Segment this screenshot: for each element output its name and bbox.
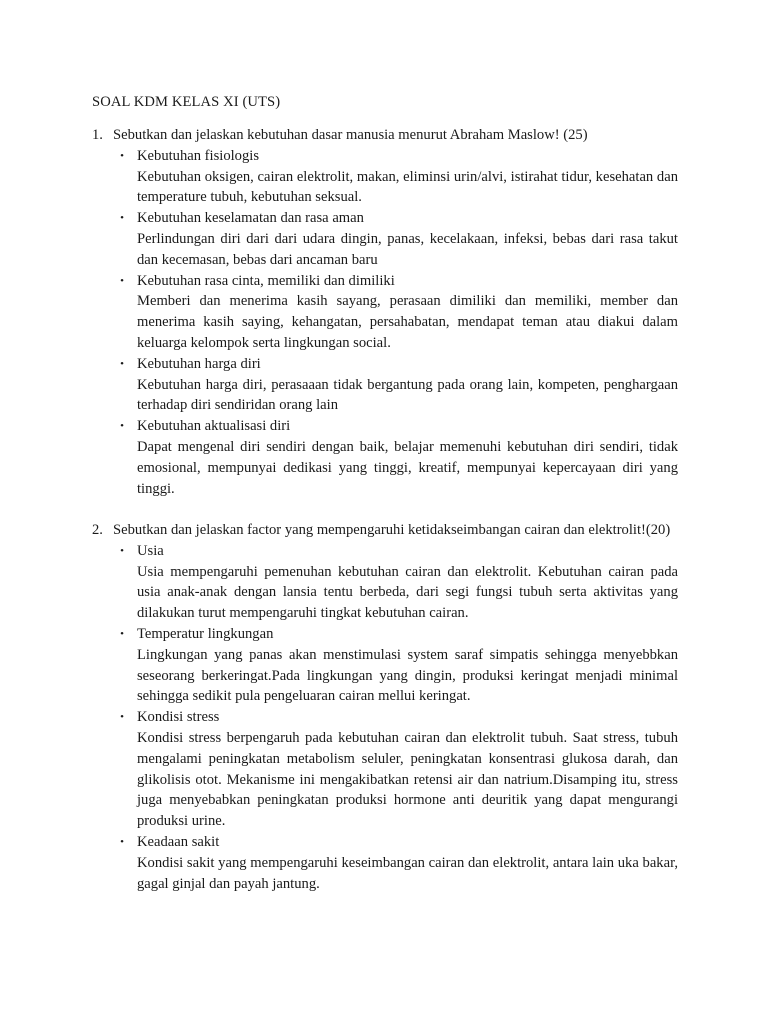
item-description: Perlindungan diri dari dari udara dingin, panas, kecelakaan, infeksi, bebas dari rasa takut dan kecemasan, bebas dari ancaman baru <box>137 230 678 268</box>
list-item <box>92 832 678 894</box>
list-item <box>92 416 678 499</box>
list-item <box>92 707 678 832</box>
item-label: Temperatur lingkungan <box>137 625 274 642</box>
item-description: Dapat mengenal diri sendiri dengan baik, belajar memenuhi kebutuhan diri sendiri, tidak emosional, mempunyai dedikasi yang tinggi, kreatif, mempunyai kepercayaan diri yang tinggi. <box>137 438 678 497</box>
item-label: Kebutuhan aktualisasi diri <box>137 418 291 435</box>
item-description: Lingkungan yang panas akan menstimulasi system saraf simpatis sehingga menyebbkan seseorang berkeringat.Pada lingkungan yang dingin, produksi keringat menjadi minimal sehingga sedikit pula pengeluaran cairan mellui keringat. <box>137 646 678 705</box>
item-description: Usia mempengaruhi pemenuhan kebutuhan cairan dan elektrolit. Kebutuhan cairan pada usia anak-anak dengan lansia tentu berbeda, dari segi fungsi tubuh serta aktivitas yang dilakukan turut mempengaruhi tingkat kebutuhan cairan. <box>137 563 678 622</box>
item-label: Kebutuhan harga diri <box>137 355 261 372</box>
list-item <box>92 624 678 707</box>
item-description: Kebutuhan oksigen, cairan elektrolit, makan, eliminsi urin/alvi, istirahat tidur, kesehatan dan temperature tubuh, kebutuhan seksual. <box>137 168 678 206</box>
item-label: Kebutuhan rasa cinta, memiliki dan dimiliki <box>137 272 395 289</box>
item-description: Memberi dan menerima kasih sayang, perasaan dimiliki dan memiliki, member dan menerima kasih saying, kehangatan, persahabatan, mendapat teman atau diakui dalam keluarga kelompok serta lingkungan social. <box>137 293 678 351</box>
question-number: 2. <box>92 522 103 538</box>
bullet-icon: • <box>120 212 124 225</box>
list-item <box>92 354 678 416</box>
item-description: Kondisi stress berpengaruh pada kebutuhan cairan dan elektrolit tubuh. Saat stress, tubuh mengalami peningkatan metabolism seluler, peningkatan konsentrasi glukosa darah, dan glikolisis otot. Mekanisme ini mengakibatkan retensi air dan natrium.Disamping itu, stress juga menyebabkan peningkatan produksi hormone anti deuritik yang dapat mengurangi produksi urine. <box>137 729 678 830</box>
item-label: Keadaan sakit <box>137 833 220 850</box>
list-item <box>92 208 678 270</box>
bullet-icon: • <box>120 357 124 370</box>
bullet-icon: • <box>120 835 124 848</box>
bullet-icon: • <box>120 274 124 287</box>
item-label: Kebutuhan keselamatan dan rasa aman <box>137 210 364 227</box>
bullet-icon: • <box>120 544 124 557</box>
item-description: Kebutuhan harga diri, perasaaan tidak bergantung pada orang lain, kompeten, penghargaan terhadap diri sendiridan orang lain <box>137 376 678 414</box>
question-number: 1. <box>92 127 103 143</box>
item-label: Kondisi stress <box>137 709 220 726</box>
list-item <box>92 271 678 354</box>
question-text: Sebutkan dan jelaskan factor yang mempengaruhi ketidakseimbangan cairan dan elektrolit!(20) <box>113 522 671 538</box>
list-item <box>92 541 678 624</box>
item-label: Kebutuhan fisiologis <box>137 147 260 164</box>
question-text: Sebutkan dan jelaskan kebutuhan dasar manusia menurut Abraham Maslow! (25) <box>113 127 588 143</box>
list-item <box>92 146 678 208</box>
item-label: Usia <box>137 542 164 559</box>
bullet-icon: • <box>120 627 124 640</box>
answer-list <box>92 541 678 895</box>
bullet-icon: • <box>120 420 124 433</box>
answer-list <box>92 146 678 500</box>
document-title: SOAL KDM KELAS XI (UTS) <box>92 94 281 110</box>
question-2-header <box>92 520 678 541</box>
bullet-icon: • <box>120 711 124 724</box>
item-description: Kondisi sakit yang mempengaruhi keseimbangan cairan dan elektrolit, antara lain uka bakar, gagal ginjal dan payah jantung. <box>137 854 678 892</box>
question-1 <box>92 125 678 499</box>
question-2 <box>92 520 678 894</box>
question-1-header <box>92 125 678 146</box>
bullet-icon: • <box>120 149 124 162</box>
